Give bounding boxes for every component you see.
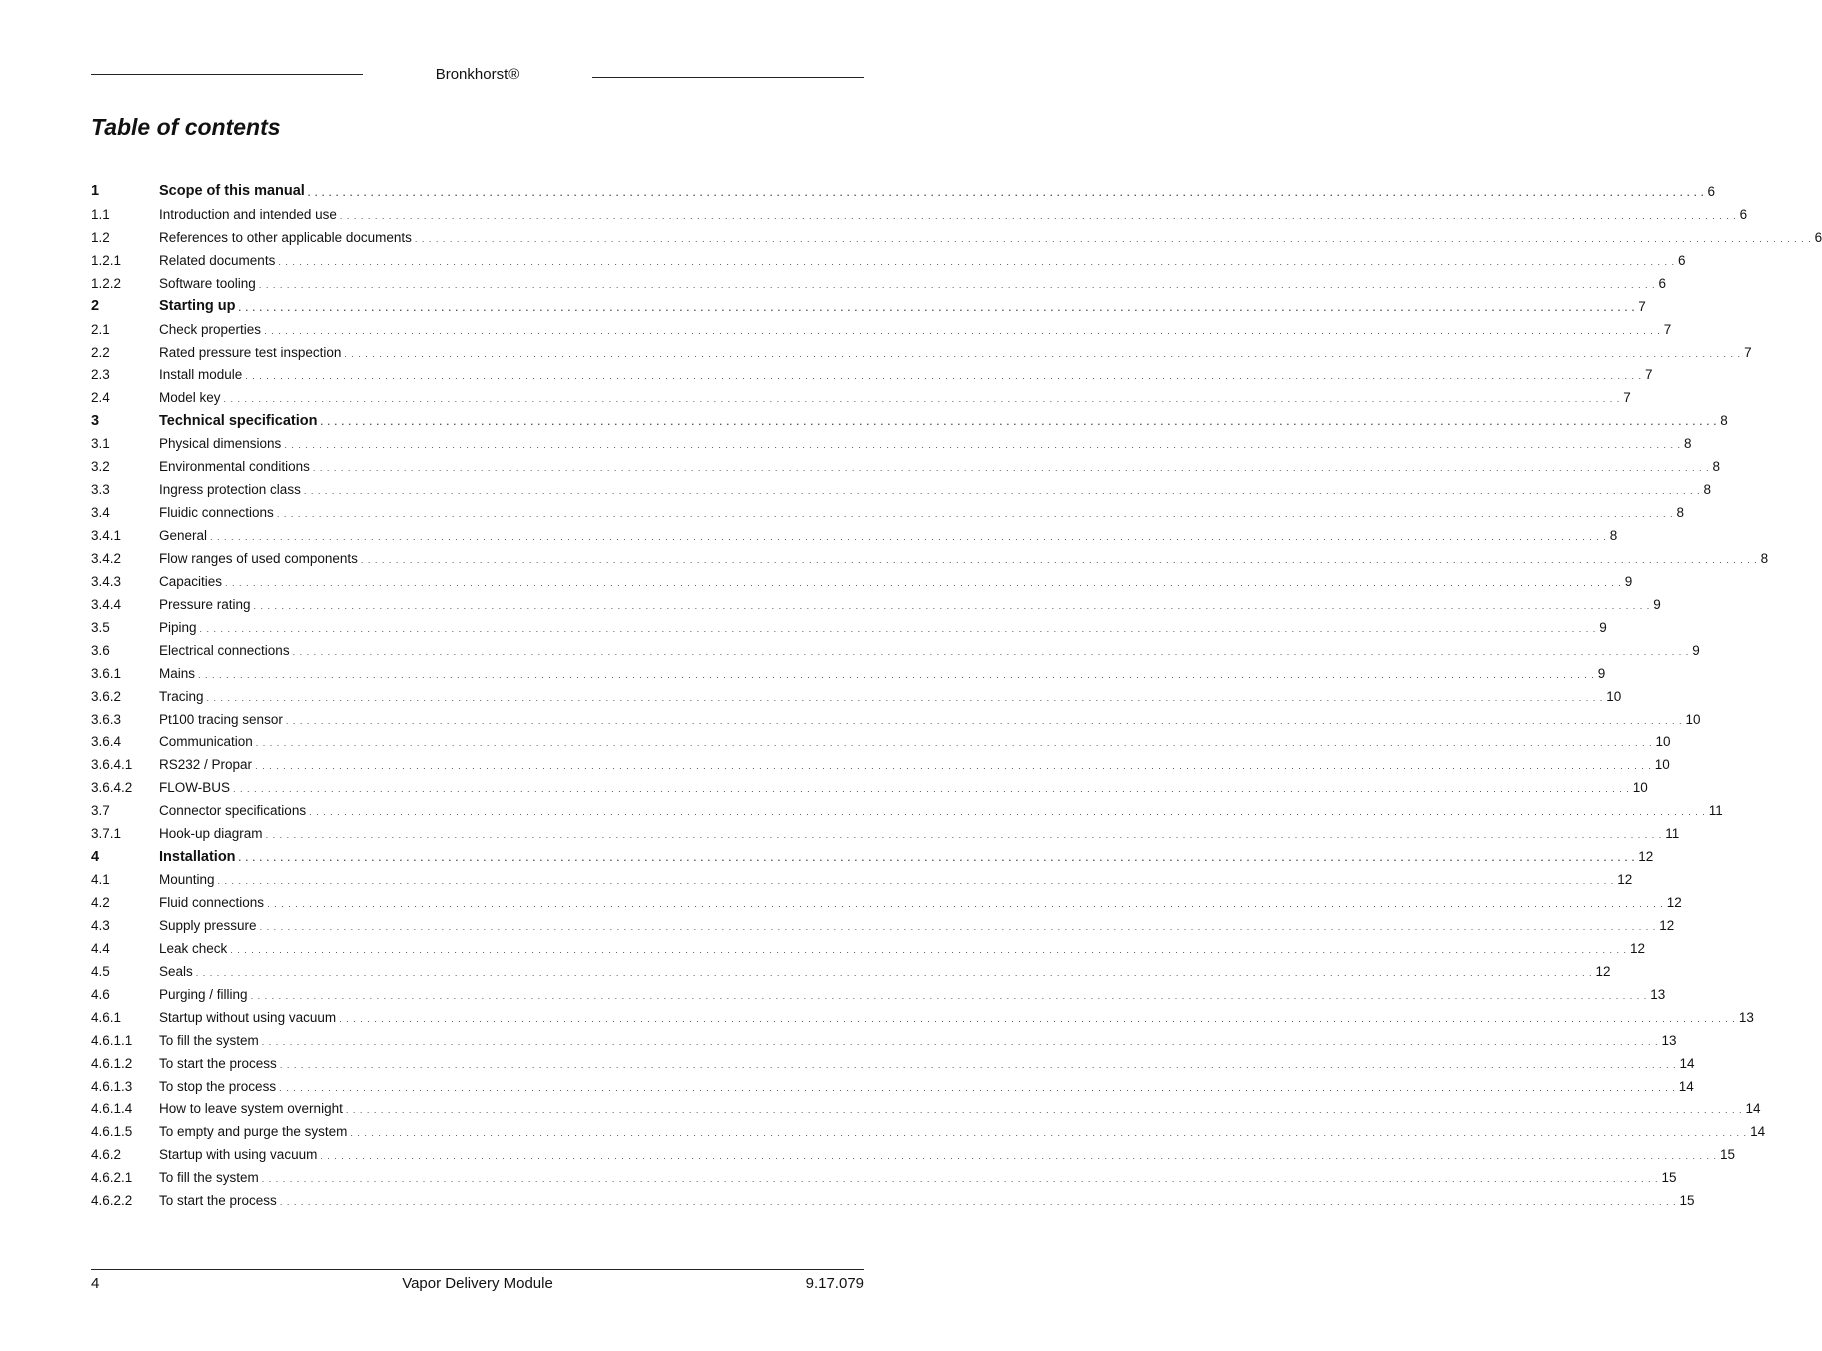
toc-entry-page[interactable]: 14 xyxy=(1745,1101,1761,1117)
toc-entry-label[interactable]: Model key xyxy=(159,390,224,405)
toc-entry-page[interactable]: 12 xyxy=(1659,917,1675,933)
toc-entry-label[interactable]: Capacities xyxy=(159,574,225,589)
toc-dot-leader: . . . . . . . . . . . . . . . . . . . . . . . . . . . . . . . . . . . . . . . . . . . . . . . . . . . . . . . . . . . . . . . . . . . . . . . . . . . . . . . . . . . . . . . . . . . . . . . . . . . . . . . . . . . . . . . . . . . . . . . . . . . . . . . . . . . . . . . . . . . . . . . . . . . . . . . . . . . . . . . . . . . . . . . . . . . . . . . . . . . . . . . . . . . . . . . . . . . . . . . . xyxy=(276,509,1674,520)
toc-dot-leader: . . . . . . . . . . . . . . . . . . . . . . . . . . . . . . . . . . . . . . . . . . . . . . . . . . . . . . . . . . . . . . . . . . . . . . . . . . . . . . . . . . . . . . . . . . . . . . . . . . . . . . . . . . . . . . . . . . . . . . . . . . . . . . . . . . . . . . . . . . . . . . . . . . . . . . . . . . . . . . . . . . . . . . . . . . . . . . . . . . . . . . . . . . . . . . . . . . . . . . . . xyxy=(360,554,1758,565)
toc-entry-number: 3.6.1 xyxy=(91,665,122,681)
toc-entry-number: 4.5 xyxy=(91,963,110,979)
toc-entry-page[interactable]: 11 xyxy=(1708,803,1723,819)
toc-entry-number: 3.6.4.1 xyxy=(91,757,133,773)
toc-entry[interactable] xyxy=(91,753,1670,776)
toc-dot-leader: . . . . . . . . . . . . . . . . . . . . . . . . . . . . . . . . . . . . . . . . . . . . . . . . . . . . . . . . . . . . . . . . . . . . . . . . . . . . . . . . . . . . . . . . . . . . . . . . . . . . . . . . . . . . . . . . . . . . . . . . . . . . . . . . . . . . . . . . . . . . . . . . . . . . . . . . . . . . . . . . . . . . . . . . . . . . . . . . . . . . . . . . . . . . . . . . . . . . . . . . xyxy=(345,1105,1743,1116)
toc-entry[interactable] xyxy=(91,1098,1761,1121)
footer-document-title: Vapor Delivery Module xyxy=(402,1275,553,1292)
toc-dot-leader: . . . . . . . . . . . . . . . . . . . . . . . . . . . . . . . . . . . . . . . . . . . . . . . . . . . . . . . . . . . . . . . . . . . . . . . . . . . . . . . . . . . . . . . . . . . . . . . . . . . . . . . . . . . . . . . . . . . . . . . . . . . . . . . . . . . . . . . . . . . . . . . . . . . . . . . . . . . . . . . . . . . . . . . . . . . . . . . . . . . . . . . . . . . . . . . . . . . . . . . . xyxy=(344,348,1742,359)
toc-entry-number: 4.1 xyxy=(91,872,110,888)
toc-dot-leader: . . . . . . . . . . . . . . . . . . . . . . . . . . . . . . . . . . . . . . . . . . . . . . . . . . . . . . . . . . . . . . . . . . . . . . . . . . . . . . . . . . . . . . . . . . . . . . . . . . . . . . . . . . . . . . . . . . . . . . . . . . . . . . . . . . . . . . . . . . . . . . . . . . . . . . . . . . . . . . . . . . . . . . . . . . . . . . . . . . . . . . . . . . . . . . . . . . . . . . . . xyxy=(350,1128,1748,1139)
toc-dot-leader: . . . . . . . . . . . . . . . . . . . . . . . . . . . . . . . . . . . . . . . . . . . . . . . . . . . . . . . . . . . . . . . . . . . . . . . . . . . . . . . . . . . . . . . . . . . . . . . . . . . . . . . . . . . . . . . . . . . . . . . . . . . . . . . . . . . . . . . . . . . . . . . . . . . . . . . . . . . . . . . . . . . . . . . . . . . . . . . . . . . . . . . . . . . . . . . . . . . . . . . . xyxy=(261,1174,1659,1185)
toc-entry-page[interactable]: 10 xyxy=(1655,734,1671,750)
toc-entry-number: 2.3 xyxy=(91,367,110,383)
toc-entry-label[interactable]: Connector specifications xyxy=(159,803,309,818)
toc-entry-number: 3.4.3 xyxy=(91,573,122,589)
toc-dot-leader: . . . . . . . . . . . . . . . . . . . . . . . . . . . . . . . . . . . . . . . . . . . . . . . . . . . . . . . . . . . . . . . . . . . . . . . . . . . . . . . . . . . . . . . . . . . . . . . . . . . . . . . . . . . . . . . . . . . . . . . . . . . . . . . . . . . . . . . . . . . . . . . . . . . . . . . . . . . . . . . . . . . . . . . . . . . . . . . . . . . . . . . . . . . . . . . . . . . . . . . . xyxy=(278,256,1676,267)
toc-entry[interactable] xyxy=(91,1052,1695,1075)
toc-entry-page[interactable]: 7 xyxy=(1638,298,1646,314)
toc-entry-page[interactable]: 13 xyxy=(1650,986,1666,1002)
toc-entry-page[interactable]: 9 xyxy=(1597,665,1606,681)
toc-entry-page[interactable]: 15 xyxy=(1679,1193,1695,1209)
toc-entry-label[interactable]: Hook-up diagram xyxy=(159,826,266,841)
toc-entry-label[interactable]: To start the process xyxy=(159,1193,280,1208)
toc-entry-number: 4.6.1.2 xyxy=(91,1055,133,1071)
toc-entry-label[interactable]: How to leave system overnight xyxy=(159,1101,346,1116)
toc-entry-number: 3.4.2 xyxy=(91,550,122,566)
toc-dot-leader: . . . . . . . . . . . . . . . . . . . . . . . . . . . . . . . . . . . . . . . . . . . . . . . . . . . . . . . . . . . . . . . . . . . . . . . . . . . . . . . . . . . . . . . . . . . . . . . . . . . . . . . . . . . . . . . . . . . . . . . . . . . . . . . . . . . . . . . . . . . . . . . . . . . . . . . . . . . . . . . . . . . . . . . . . . . . . . . . . . . . . . . . . . . . . . . . . . . . . . . . xyxy=(258,279,1656,290)
toc-entry[interactable] xyxy=(91,639,1700,662)
toc-entry-label[interactable]: To fill the system xyxy=(159,1033,262,1048)
toc-entry[interactable] xyxy=(91,708,1701,731)
toc-entry[interactable] xyxy=(91,937,1646,960)
toc-entry[interactable] xyxy=(91,1075,1694,1098)
toc-dot-leader: . . . . . . . . . . . . . . . . . . . . . . . . . . . . . . . . . . . . . . . . . . . . . . . . . . . . . . . . . . . . . . . . . . . . . . . . . . . . . . . . . . . . . . . . . . . . . . . . . . . . . . . . . . . . . . . . . . . . . . . . . . . . . . . . . . . . . . . . . . . . . . . . . . . . . . . . . . . . . . . . . . . . . . . . . . . . . . . . . . . . . . . . . . . . . . . . . . . . . . . . xyxy=(238,853,1636,864)
toc-entry-label[interactable]: To empty and purge the system xyxy=(159,1124,350,1139)
toc-entry[interactable] xyxy=(91,1143,1736,1166)
toc-dot-leader: . . . . . . . . . . . . . . . . . . . . . . . . . . . . . . . . . . . . . . . . . . . . . . . . . . . . . . . . . . . . . . . . . . . . . . . . . . . . . . . . . . . . . . . . . . . . . . . . . . . . . . . . . . . . . . . . . . . . . . . . . . . . . . . . . . . . . . . . . . . . . . . . . . . . . . . . . . . . . . . . . . . . . . . . . . . . . . . . . . . . . . . . . . . . . . . . . . . . . . . . xyxy=(307,187,1705,198)
toc-entry-page[interactable]: 6 xyxy=(1814,229,1822,245)
toc-entry-number: 4.6.1.4 xyxy=(91,1101,133,1117)
toc-entry-number: 1.2.2 xyxy=(91,275,122,291)
footer-rule xyxy=(91,1269,864,1270)
toc-entry-page[interactable]: 9 xyxy=(1692,642,1700,658)
toc-dot-leader: . . . . . . . . . . . . . . . . . . . . . . . . . . . . . . . . . . . . . . . . . . . . . . . . . . . . . . . . . . . . . . . . . . . . . . . . . . . . . . . . . . . . . . . . . . . . . . . . . . . . . . . . . . . . . . . . . . . . . . . . . . . . . . . . . . . . . . . . . . . . . . . . . . . . . . . . . . . . . . . . . . . . . . . . . . . . . . . . . . . . . . . . . . . . . . . . . . . . . . . . xyxy=(279,1197,1677,1208)
toc-dot-leader: . . . . . . . . . . . . . . . . . . . . . . . . . . . . . . . . . . . . . . . . . . . . . . . . . . . . . . . . . . . . . . . . . . . . . . . . . . . . . . . . . . . . . . . . . . . . . . . . . . . . . . . . . . . . . . . . . . . . . . . . . . . . . . . . . . . . . . . . . . . . . . . . . . . . . . . . . . . . . . . . . . . . . . . . . . . . . . . . . . . . . . . . . . . . . . . . . . . . . . . . xyxy=(206,692,1604,703)
toc-entry[interactable] xyxy=(91,249,1686,272)
toc-entry-label[interactable]: To fill the system xyxy=(159,1170,262,1185)
toc-entry-page[interactable]: 12 xyxy=(1595,963,1611,979)
toc-entry-number: 3.7.1 xyxy=(91,826,122,842)
toc-entry-label[interactable]: Ingress protection class xyxy=(159,482,304,497)
toc-entry-label[interactable]: FLOW-BUS xyxy=(159,780,233,795)
toc-entry[interactable] xyxy=(91,799,1723,822)
toc-entry-label[interactable]: Related documents xyxy=(159,253,278,268)
toc-entry[interactable] xyxy=(91,364,1653,387)
toc-entry[interactable] xyxy=(91,845,1654,868)
toc-entry-number: 2.2 xyxy=(91,344,110,360)
toc-entry[interactable] xyxy=(91,593,1661,616)
toc-entry-page[interactable]: 7 xyxy=(1663,321,1672,337)
toc-dot-leader: . . . . . . . . . . . . . . . . . . . . . . . . . . . . . . . . . . . . . . . . . . . . . . . . . . . . . . . . . . . . . . . . . . . . . . . . . . . . . . . . . . . . . . . . . . . . . . . . . . . . . . . . . . . . . . . . . . . . . . . . . . . . . . . . . . . . . . . . . . . . . . . . . . . . . . . . . . . . . . . . . . . . . . . . . . . . . . . . . . . . . . . . . . . . . . . . . . . . . . . . xyxy=(312,463,1710,474)
toc-dot-leader: . . . . . . . . . . . . . . . . . . . . . . . . . . . . . . . . . . . . . . . . . . . . . . . . . . . . . . . . . . . . . . . . . . . . . . . . . . . . . . . . . . . . . . . . . . . . . . . . . . . . . . . . . . . . . . . . . . . . . . . . . . . . . . . . . . . . . . . . . . . . . . . . . . . . . . . . . . . . . . . . . . . . . . . . . . . . . . . . . . . . . . . . . . . . . . . . . . . . . . . . xyxy=(284,440,1682,451)
toc-entry-number: 1 xyxy=(91,183,100,200)
header-rule-right xyxy=(592,77,864,78)
toc-entry-label[interactable]: Supply pressure xyxy=(159,918,260,933)
toc-entry-number: 4.4 xyxy=(91,940,110,956)
toc-entry-label[interactable]: Communication xyxy=(159,734,256,749)
toc-entry-page[interactable]: 15 xyxy=(1720,1147,1736,1163)
toc-entry-page[interactable]: 12 xyxy=(1666,895,1682,911)
toc-entry-label[interactable]: Leak check xyxy=(159,941,230,956)
toc-dot-leader: . . . . . . . . . . . . . . . . . . . . . . . . . . . . . . . . . . . . . . . . . . . . . . . . . . . . . . . . . . . . . . . . . . . . . . . . . . . . . . . . . . . . . . . . . . . . . . . . . . . . . . . . . . . . . . . . . . . . . . . . . . . . . . . . . . . . . . . . . . . . . . . . . . . . . . . . . . . . . . . . . . . . . . . . . . . . . . . . . . . . . . . . . . . . . . . . . . . . . . . . xyxy=(217,876,1615,887)
toc-entry-label[interactable]: Fluidic connections xyxy=(159,505,277,520)
toc-entry[interactable] xyxy=(91,983,1666,1006)
toc-entry[interactable] xyxy=(91,478,1712,501)
toc-entry-number: 4.6.1.5 xyxy=(91,1124,133,1140)
footer xyxy=(91,1275,864,1292)
toc-entry-page[interactable]: 15 xyxy=(1661,1170,1677,1186)
toc-entry-number: 4.6.1.3 xyxy=(91,1078,133,1094)
page-title: Table of contents xyxy=(91,114,281,140)
toc-entry[interactable] xyxy=(91,409,1728,432)
toc-entry-number: 3.1 xyxy=(91,436,110,452)
toc-entry[interactable] xyxy=(91,318,1672,341)
toc-entry-number: 4 xyxy=(91,848,100,865)
toc-entry-label[interactable]: General xyxy=(159,528,210,543)
toc-dot-leader: . . . . . . . . . . . . . . . . . . . . . . . . . . . . . . . . . . . . . . . . . . . . . . . . . . . . . . . . . . . . . . . . . . . . . . . . . . . . . . . . . . . . . . . . . . . . . . . . . . . . . . . . . . . . . . . . . . . . . . . . . . . . . . . . . . . . . . . . . . . . . . . . . . . . . . . . . . . . . . . . . . . . . . . . . . . . . . . . . . . . . . . . . . . . . . . . . . . . . . . . xyxy=(303,486,1701,497)
toc-entry[interactable] xyxy=(91,1189,1695,1212)
toc-entry[interactable] xyxy=(91,432,1692,455)
toc-entry-page[interactable]: 8 xyxy=(1712,459,1721,475)
toc-entry[interactable] xyxy=(91,524,1618,547)
toc-entry-label[interactable]: Introduction and intended use xyxy=(159,207,340,222)
toc-entry-page[interactable]: 14 xyxy=(1679,1055,1695,1071)
toc-entry-label[interactable]: To stop the process xyxy=(159,1079,279,1094)
table-of-contents xyxy=(91,180,1822,1212)
toc-entry-page[interactable]: 14 xyxy=(1678,1078,1694,1094)
toc-entry-page[interactable]: 6 xyxy=(1707,183,1716,199)
toc-entry[interactable] xyxy=(91,547,1769,570)
toc-entry[interactable] xyxy=(91,226,1822,249)
toc-entry-number: 4.6.2.2 xyxy=(91,1193,133,1209)
toc-entry-label[interactable]: Physical dimensions xyxy=(159,436,284,451)
toc-entry-number: 2.4 xyxy=(91,390,110,406)
toc-dot-leader: . . . . . . . . . . . . . . . . . . . . . . . . . . . . . . . . . . . . . . . . . . . . . . . . . . . . . . . . . . . . . . . . . . . . . . . . . . . . . . . . . . . . . . . . . . . . . . . . . . . . . . . . . . . . . . . . . . . . . . . . . . . . . . . . . . . . . . . . . . . . . . . . . . . . . . . . . . . . . . . . . . . . . . . . . . . . . . . . . . . . . . . . . . . . . . . . . . . . . . . . xyxy=(264,325,1661,336)
toc-entry[interactable] xyxy=(91,570,1633,593)
toc-entry-number: 3.4 xyxy=(91,505,110,521)
toc-dot-leader: . . . . . . . . . . . . . . . . . . . . . . . . . . . . . . . . . . . . . . . . . . . . . . . . . . . . . . . . . . . . . . . . . . . . . . . . . . . . . . . . . . . . . . . . . . . . . . . . . . . . . . . . . . . . . . . . . . . . . . . . . . . . . . . . . . . . . . . . . . . . . . . . . . . . . . . . . . . . . . . . . . . . . . . . . . . . . . . . . . . . . . . . . . . . . . . . . . . . . . . . xyxy=(309,807,1706,818)
toc-entry[interactable] xyxy=(91,455,1721,478)
toc-entry-page[interactable]: 7 xyxy=(1744,344,1752,360)
toc-entry-page[interactable]: 8 xyxy=(1676,505,1685,521)
toc-entry-page[interactable]: 13 xyxy=(1738,1009,1754,1025)
toc-entry[interactable] xyxy=(91,1120,1766,1143)
toc-entry[interactable] xyxy=(91,914,1675,937)
toc-entry-number: 3.7 xyxy=(91,803,110,819)
toc-entry-label[interactable]: Technical specification xyxy=(159,413,320,429)
toc-entry[interactable] xyxy=(91,891,1682,914)
toc-entry[interactable] xyxy=(91,501,1685,524)
toc-dot-leader: . . . . . . . . . . . . . . . . . . . . . . . . . . . . . . . . . . . . . . . . . . . . . . . . . . . . . . . . . . . . . . . . . . . . . . . . . . . . . . . . . . . . . . . . . . . . . . . . . . . . . . . . . . . . . . . . . . . . . . . . . . . . . . . . . . . . . . . . . . . . . . . . . . . . . . . . . . . . . . . . . . . . . . . . . . . . . . . . . . . . . . . . . . . . . . . . . . . . . . . . xyxy=(320,1151,1718,1162)
toc-dot-leader: . . . . . . . . . . . . . . . . . . . . . . . . . . . . . . . . . . . . . . . . . . . . . . . . . . . . . . . . . . . . . . . . . . . . . . . . . . . . . . . . . . . . . . . . . . . . . . . . . . . . . . . . . . . . . . . . . . . . . . . . . . . . . . . . . . . . . . . . . . . . . . . . . . . . . . . . . . . . . . . . . . . . . . . . . . . . . . . . . . . . . . . . . . . . . . . . . . . . . . . . xyxy=(195,967,1593,978)
toc-entry-number: 4.3 xyxy=(91,917,110,933)
toc-entry-page[interactable]: 8 xyxy=(1703,482,1712,498)
toc-entry-page[interactable]: 9 xyxy=(1653,596,1661,612)
toc-entry-page[interactable]: 11 xyxy=(1665,826,1680,842)
toc-entry[interactable] xyxy=(91,731,1671,754)
toc-dot-leader: . . . . . . . . . . . . . . . . . . . . . . . . . . . . . . . . . . . . . . . . . . . . . . . . . . . . . . . . . . . . . . . . . . . . . . . . . . . . . . . . . . . . . . . . . . . . . . . . . . . . . . . . . . . . . . . . . . . . . . . . . . . . . . . . . . . . . . . . . . . . . . . . . . . . . . . . . . . . . . . . . . . . . . . . . . . . . . . . . . . . . . . . . . . . . . . . . . . . . . . . xyxy=(320,417,1718,428)
toc-entry-page[interactable]: 9 xyxy=(1599,619,1607,635)
toc-entry-page[interactable]: 12 xyxy=(1638,849,1654,865)
toc-entry[interactable] xyxy=(91,685,1622,708)
toc-entry[interactable] xyxy=(91,776,1648,799)
toc-entry-page[interactable]: 8 xyxy=(1760,550,1769,566)
toc-entry-page[interactable]: 6 xyxy=(1678,252,1686,268)
toc-dot-leader: . . . . . . . . . . . . . . . . . . . . . . . . . . . . . . . . . . . . . . . . . . . . . . . . . . . . . . . . . . . . . . . . . . . . . . . . . . . . . . . . . . . . . . . . . . . . . . . . . . . . . . . . . . . . . . . . . . . . . . . . . . . . . . . . . . . . . . . . . . . . . . . . . . . . . . . . . . . . . . . . . . . . . . . . . . . . . . . . . . . . . . . . . . . . . . . . . . . . . . . . xyxy=(253,600,1651,611)
toc-entry-page[interactable]: 10 xyxy=(1685,711,1701,727)
toc-entry-page[interactable]: 6 xyxy=(1658,275,1667,291)
toc-dot-leader: . . . . . . . . . . . . . . . . . . . . . . . . . . . . . . . . . . . . . . . . . . . . . . . . . . . . . . . . . . . . . . . . . . . . . . . . . . . . . . . . . . . . . . . . . . . . . . . . . . . . . . . . . . . . . . . . . . . . . . . . . . . . . . . . . . . . . . . . . . . . . . . . . . . . . . . . . . . . . . . . . . . . . . . . . . . . . . . . . . . . . . . . . . . . . . . . . . . . . . . . xyxy=(279,1059,1677,1070)
toc-entry-label[interactable]: Starting up xyxy=(159,298,239,314)
toc-entry-number: 2.1 xyxy=(91,321,110,337)
toc-entry[interactable] xyxy=(91,180,1716,203)
toc-entry[interactable] xyxy=(91,662,1606,685)
toc-entry-label[interactable]: Startup without using vacuum xyxy=(159,1010,339,1025)
toc-entry-label[interactable]: Startup with using vacuum xyxy=(159,1147,320,1162)
toc-entry-number: 3.6.4.2 xyxy=(91,780,133,796)
toc-dot-leader: . . . . . . . . . . . . . . . . . . . . . . . . . . . . . . . . . . . . . . . . . . . . . . . . . . . . . . . . . . . . . . . . . . . . . . . . . . . . . . . . . . . . . . . . . . . . . . . . . . . . . . . . . . . . . . . . . . . . . . . . . . . . . . . . . . . . . . . . . . . . . . . . . . . . . . . . . . . . . . . . . . . . . . . . . . . . . . . . . . . . . . . . . . . . . . . . . . . . . . . . xyxy=(225,577,1622,588)
toc-dot-leader: . . . . . . . . . . . . . . . . . . . . . . . . . . . . . . . . . . . . . . . . . . . . . . . . . . . . . . . . . . . . . . . . . . . . . . . . . . . . . . . . . . . . . . . . . . . . . . . . . . . . . . . . . . . . . . . . . . . . . . . . . . . . . . . . . . . . . . . . . . . . . . . . . . . . . . . . . . . . . . . . . . . . . . . . . . . . . . . . . . . . . . . . . . . . . . . . . . . . . . . . xyxy=(285,715,1683,726)
toc-entry[interactable] xyxy=(91,203,1748,226)
toc-entry-label[interactable]: Seals xyxy=(159,964,196,979)
toc-entry-number: 4.2 xyxy=(91,895,110,911)
toc-entry[interactable] xyxy=(91,386,1631,409)
toc-entry[interactable] xyxy=(91,960,1611,983)
toc-entry-number: 1.2 xyxy=(91,229,110,245)
toc-entry-number: 3.4.1 xyxy=(91,528,122,544)
toc-entry-label[interactable]: Environmental conditions xyxy=(159,459,313,474)
toc-entry[interactable] xyxy=(91,272,1667,295)
footer-page-number: 4 xyxy=(91,1275,100,1292)
toc-entry-page[interactable]: 14 xyxy=(1750,1124,1766,1140)
toc-dot-leader: . . . . . . . . . . . . . . . . . . . . . . . . . . . . . . . . . . . . . . . . . . . . . . . . . . . . . . . . . . . . . . . . . . . . . . . . . . . . . . . . . . . . . . . . . . . . . . . . . . . . . . . . . . . . . . . . . . . . . . . . . . . . . . . . . . . . . . . . . . . . . . . . . . . . . . . . . . . . . . . . . . . . . . . . . . . . . . . . . . . . . . . . . . . . . . . . . . . . . . . . xyxy=(198,669,1595,680)
toc-entry[interactable] xyxy=(91,868,1633,891)
toc-entry-number: 3.5 xyxy=(91,619,110,635)
toc-entry-label[interactable]: References to other applicable documents xyxy=(159,230,415,245)
toc-entry-number: 3.6.3 xyxy=(91,711,122,727)
toc-entry-label[interactable]: Installation xyxy=(159,849,239,865)
toc-entry-page[interactable]: 9 xyxy=(1624,573,1633,589)
toc-dot-leader: . . . . . . . . . . . . . . . . . . . . . . . . . . . . . . . . . . . . . . . . . . . . . . . . . . . . . . . . . . . . . . . . . . . . . . . . . . . . . . . . . . . . . . . . . . . . . . . . . . . . . . . . . . . . . . . . . . . . . . . . . . . . . . . . . . . . . . . . . . . . . . . . . . . . . . . . . . . . . . . . . . . . . . . . . . . . . . . . . . . . . . . . . . . . . . . . . . . . . . . . xyxy=(223,394,1621,405)
toc-entry[interactable] xyxy=(91,822,1680,845)
toc-entry-number: 3.3 xyxy=(91,482,110,498)
header-rule-left xyxy=(91,74,363,75)
toc-entry-number: 3.4.4 xyxy=(91,596,122,612)
toc-entry-label[interactable]: Electrical connections xyxy=(159,643,293,658)
toc-dot-leader: . . . . . . . . . . . . . . . . . . . . . . . . . . . . . . . . . . . . . . . . . . . . . . . . . . . . . . . . . . . . . . . . . . . . . . . . . . . . . . . . . . . . . . . . . . . . . . . . . . . . . . . . . . . . . . . . . . . . . . . . . . . . . . . . . . . . . . . . . . . . . . . . . . . . . . . . . . . . . . . . . . . . . . . . . . . . . . . . . . . . . . . . . . . . . . . . . . . . . . . . xyxy=(238,302,1636,313)
toc-dot-leader: . . . . . . . . . . . . . . . . . . . . . . . . . . . . . . . . . . . . . . . . . . . . . . . . . . . . . . . . . . . . . . . . . . . . . . . . . . . . . . . . . . . . . . . . . . . . . . . . . . . . . . . . . . . . . . . . . . . . . . . . . . . . . . . . . . . . . . . . . . . . . . . . . . . . . . . . . . . . . . . . . . . . . . . . . . . . . . . . . . . . . . . . . . . . . . . . . . . . . . . . xyxy=(259,921,1657,932)
toc-entry-label[interactable]: To start the process xyxy=(159,1056,280,1071)
toc-dot-leader: . . . . . . . . . . . . . . . . . . . . . . . . . . . . . . . . . . . . . . . . . . . . . . . . . . . . . . . . . . . . . . . . . . . . . . . . . . . . . . . . . . . . . . . . . . . . . . . . . . . . . . . . . . . . . . . . . . . . . . . . . . . . . . . . . . . . . . . . . . . . . . . . . . . . . . . . . . . . . . . . . . . . . . . . . . . . . . . . . . . . . . . . . . . . . . . . . . . . . . . . xyxy=(255,738,1653,749)
toc-entry-page[interactable]: 8 xyxy=(1609,528,1618,544)
toc-dot-leader: . . . . . . . . . . . . . . . . . . . . . . . . . . . . . . . . . . . . . . . . . . . . . . . . . . . . . . . . . . . . . . . . . . . . . . . . . . . . . . . . . . . . . . . . . . . . . . . . . . . . . . . . . . . . . . . . . . . . . . . . . . . . . . . . . . . . . . . . . . . . . . . . . . . . . . . . . . . . . . . . . . . . . . . . . . . . . . . . . . . . . . . . . . . . . . . . . . . . . . . . xyxy=(261,1036,1659,1047)
toc-entry-number: 3.6.4 xyxy=(91,734,122,750)
toc-entry-number: 3 xyxy=(91,412,100,429)
toc-dot-leader: . . . . . . . . . . . . . . . . . . . . . . . . . . . . . . . . . . . . . . . . . . . . . . . . . . . . . . . . . . . . . . . . . . . . . . . . . . . . . . . . . . . . . . . . . . . . . . . . . . . . . . . . . . . . . . . . . . . . . . . . . . . . . . . . . . . . . . . . . . . . . . . . . . . . . . . . . . . . . . . . . . . . . . . . . . . . . . . . . . . . . . . . . . . . . . . . . . . . . . . . xyxy=(279,1082,1676,1093)
toc-entry-number: 4.6.1 xyxy=(91,1009,122,1025)
toc-entry-number: 3.2 xyxy=(91,459,110,475)
toc-entry-label[interactable]: Purging / filling xyxy=(159,987,251,1002)
toc-entry-page[interactable]: 12 xyxy=(1617,872,1633,888)
toc-entry-label[interactable]: Piping xyxy=(159,620,200,635)
toc-entry-page[interactable]: 6 xyxy=(1739,206,1748,222)
toc-entry-page[interactable]: 10 xyxy=(1654,757,1670,773)
toc-entry[interactable] xyxy=(91,1029,1677,1052)
toc-entry-label[interactable]: Pressure rating xyxy=(159,597,254,612)
toc-entry[interactable] xyxy=(91,1006,1754,1029)
toc-dot-leader: . . . . . . . . . . . . . . . . . . . . . . . . . . . . . . . . . . . . . . . . . . . . . . . . . . . . . . . . . . . . . . . . . . . . . . . . . . . . . . . . . . . . . . . . . . . . . . . . . . . . . . . . . . . . . . . . . . . . . . . . . . . . . . . . . . . . . . . . . . . . . . . . . . . . . . . . . . . . . . . . . . . . . . . . . . . . . . . . . . . . . . . . . . . . . . . . . . . . . . . . xyxy=(210,532,1607,543)
toc-dot-leader: . . . . . . . . . . . . . . . . . . . . . . . . . . . . . . . . . . . . . . . . . . . . . . . . . . . . . . . . . . . . . . . . . . . . . . . . . . . . . . . . . . . . . . . . . . . . . . . . . . . . . . . . . . . . . . . . . . . . . . . . . . . . . . . . . . . . . . . . . . . . . . . . . . . . . . . . . . . . . . . . . . . . . . . . . . . . . . . . . . . . . . . . . . . . . . . . . . . . . . . . xyxy=(265,830,1663,841)
toc-dot-leader: . . . . . . . . . . . . . . . . . . . . . . . . . . . . . . . . . . . . . . . . . . . . . . . . . . . . . . . . . . . . . . . . . . . . . . . . . . . . . . . . . . . . . . . . . . . . . . . . . . . . . . . . . . . . . . . . . . . . . . . . . . . . . . . . . . . . . . . . . . . . . . . . . . . . . . . . . . . . . . . . . . . . . . . . . . . . . . . . . . . . . . . . . . . . . . . . . . . . . . . . xyxy=(250,990,1648,1001)
toc-dot-leader: . . . . . . . . . . . . . . . . . . . . . . . . . . . . . . . . . . . . . . . . . . . . . . . . . . . . . . . . . . . . . . . . . . . . . . . . . . . . . . . . . . . . . . . . . . . . . . . . . . . . . . . . . . . . . . . . . . . . . . . . . . . . . . . . . . . . . . . . . . . . . . . . . . . . . . . . . . . . . . . . . . . . . . . . . . . . . . . . . . . . . . . . . . . . . . . . . . . . . . . . xyxy=(233,784,1630,795)
toc-dot-leader: . . . . . . . . . . . . . . . . . . . . . . . . . . . . . . . . . . . . . . . . . . . . . . . . . . . . . . . . . . . . . . . . . . . . . . . . . . . . . . . . . . . . . . . . . . . . . . . . . . . . . . . . . . . . . . . . . . . . . . . . . . . . . . . . . . . . . . . . . . . . . . . . . . . . . . . . . . . . . . . . . . . . . . . . . . . . . . . . . . . . . . . . . . . . . . . . . . . . . . . . xyxy=(414,233,1812,244)
toc-entry-number: 2 xyxy=(91,298,100,315)
footer-doc-code: 9.17.079 xyxy=(805,1275,864,1292)
toc-entry-number: 4.6.2.1 xyxy=(91,1170,133,1186)
toc-entry-label[interactable]: Mounting xyxy=(159,872,218,887)
toc-entry-number: 1.2.1 xyxy=(91,252,122,268)
toc-dot-leader: . . . . . . . . . . . . . . . . . . . . . . . . . . . . . . . . . . . . . . . . . . . . . . . . . . . . . . . . . . . . . . . . . . . . . . . . . . . . . . . . . . . . . . . . . . . . . . . . . . . . . . . . . . . . . . . . . . . . . . . . . . . . . . . . . . . . . . . . . . . . . . . . . . . . . . . . . . . . . . . . . . . . . . . . . . . . . . . . . . . . . . . . . . . . . . . . . . . . . . . . xyxy=(339,210,1737,221)
toc-entry-page[interactable]: 7 xyxy=(1645,367,1653,383)
toc-entry-number: 1.1 xyxy=(91,206,110,222)
toc-entry[interactable] xyxy=(91,295,1646,318)
toc-dot-leader: . . . . . . . . . . . . . . . . . . . . . . . . . . . . . . . . . . . . . . . . . . . . . . . . . . . . . . . . . . . . . . . . . . . . . . . . . . . . . . . . . . . . . . . . . . . . . . . . . . . . . . . . . . . . . . . . . . . . . . . . . . . . . . . . . . . . . . . . . . . . . . . . . . . . . . . . . . . . . . . . . . . . . . . . . . . . . . . . . . . . . . . . . . . . . . . . . . . . . . . . xyxy=(245,371,1642,382)
toc-entry-label[interactable]: Fluid connections xyxy=(159,895,267,910)
toc-entry-page[interactable]: 10 xyxy=(1632,780,1648,796)
toc-entry-label[interactable]: Software tooling xyxy=(159,276,259,291)
toc-dot-leader: . . . . . . . . . . . . . . . . . . . . . . . . . . . . . . . . . . . . . . . . . . . . . . . . . . . . . . . . . . . . . . . . . . . . . . . . . . . . . . . . . . . . . . . . . . . . . . . . . . . . . . . . . . . . . . . . . . . . . . . . . . . . . . . . . . . . . . . . . . . . . . . . . . . . . . . . . . . . . . . . . . . . . . . . . . . . . . . . . . . . . . . . . . . . . . . . . . . . . . . . xyxy=(230,944,1627,955)
toc-entry-label[interactable]: Scope of this manual xyxy=(159,183,308,199)
toc-entry-label[interactable]: Rated pressure test inspection xyxy=(159,345,344,360)
toc-entry-page[interactable]: 12 xyxy=(1630,940,1646,956)
toc-dot-leader: . . . . . . . . . . . . . . . . . . . . . . . . . . . . . . . . . . . . . . . . . . . . . . . . . . . . . . . . . . . . . . . . . . . . . . . . . . . . . . . . . . . . . . . . . . . . . . . . . . . . . . . . . . . . . . . . . . . . . . . . . . . . . . . . . . . . . . . . . . . . . . . . . . . . . . . . . . . . . . . . . . . . . . . . . . . . . . . . . . . . . . . . . . . . . . . . . . . . . . . . xyxy=(339,1013,1736,1024)
toc-dot-leader: . . . . . . . . . . . . . . . . . . . . . . . . . . . . . . . . . . . . . . . . . . . . . . . . . . . . . . . . . . . . . . . . . . . . . . . . . . . . . . . . . . . . . . . . . . . . . . . . . . . . . . . . . . . . . . . . . . . . . . . . . . . . . . . . . . . . . . . . . . . . . . . . . . . . . . . . . . . . . . . . . . . . . . . . . . . . . . . . . . . . . . . . . . . . . . . . . . . . . . . . xyxy=(267,899,1664,910)
toc-entry-number: 4.6.2 xyxy=(91,1147,122,1163)
toc-entry-page[interactable]: 7 xyxy=(1623,390,1631,406)
toc-entry-number: 4.6 xyxy=(91,986,110,1002)
toc-entry-label[interactable]: RS232 / Propar xyxy=(159,757,255,772)
toc-entry-page[interactable]: 8 xyxy=(1684,436,1692,452)
toc-dot-leader: . . . . . . . . . . . . . . . . . . . . . . . . . . . . . . . . . . . . . . . . . . . . . . . . . . . . . . . . . . . . . . . . . . . . . . . . . . . . . . . . . . . . . . . . . . . . . . . . . . . . . . . . . . . . . . . . . . . . . . . . . . . . . . . . . . . . . . . . . . . . . . . . . . . . . . . . . . . . . . . . . . . . . . . . . . . . . . . . . . . . . . . . . . . . . . . . . . . . . . . . xyxy=(292,646,1690,657)
toc-dot-leader: . . . . . . . . . . . . . . . . . . . . . . . . . . . . . . . . . . . . . . . . . . . . . . . . . . . . . . . . . . . . . . . . . . . . . . . . . . . . . . . . . . . . . . . . . . . . . . . . . . . . . . . . . . . . . . . . . . . . . . . . . . . . . . . . . . . . . . . . . . . . . . . . . . . . . . . . . . . . . . . . . . . . . . . . . . . . . . . . . . . . . . . . . . . . . . . . . . . . . . . . xyxy=(255,761,1652,772)
toc-entry-label[interactable]: Mains xyxy=(159,666,198,681)
header-brand: Bronkhorst® xyxy=(435,66,520,83)
toc-entry-number: 3.6 xyxy=(91,642,110,658)
toc-entry-label[interactable]: Flow ranges of used components xyxy=(159,551,361,566)
toc-dot-leader: . . . . . . . . . . . . . . . . . . . . . . . . . . . . . . . . . . . . . . . . . . . . . . . . . . . . . . . . . . . . . . . . . . . . . . . . . . . . . . . . . . . . . . . . . . . . . . . . . . . . . . . . . . . . . . . . . . . . . . . . . . . . . . . . . . . . . . . . . . . . . . . . . . . . . . . . . . . . . . . . . . . . . . . . . . . . . . . . . . . . . . . . . . . . . . . . . . . . . . . . xyxy=(199,623,1597,634)
toc-entry-number: 4.6.1.1 xyxy=(91,1032,133,1048)
toc-entry-page[interactable]: 8 xyxy=(1720,413,1728,429)
toc-entry-label[interactable]: Pt100 tracing sensor xyxy=(159,712,286,727)
toc-entry-label[interactable]: Install module xyxy=(159,367,245,382)
toc-entry-label[interactable]: Tracing xyxy=(159,689,207,704)
toc-entry-page[interactable]: 13 xyxy=(1661,1032,1677,1048)
toc-entry-label[interactable]: Check properties xyxy=(159,322,264,337)
toc-entry[interactable] xyxy=(91,1166,1677,1189)
toc-entry-page[interactable]: 10 xyxy=(1606,688,1622,704)
toc-entry[interactable] xyxy=(91,341,1752,364)
toc-entry-number: 3.6.2 xyxy=(91,688,122,704)
toc-entry[interactable] xyxy=(91,616,1607,639)
